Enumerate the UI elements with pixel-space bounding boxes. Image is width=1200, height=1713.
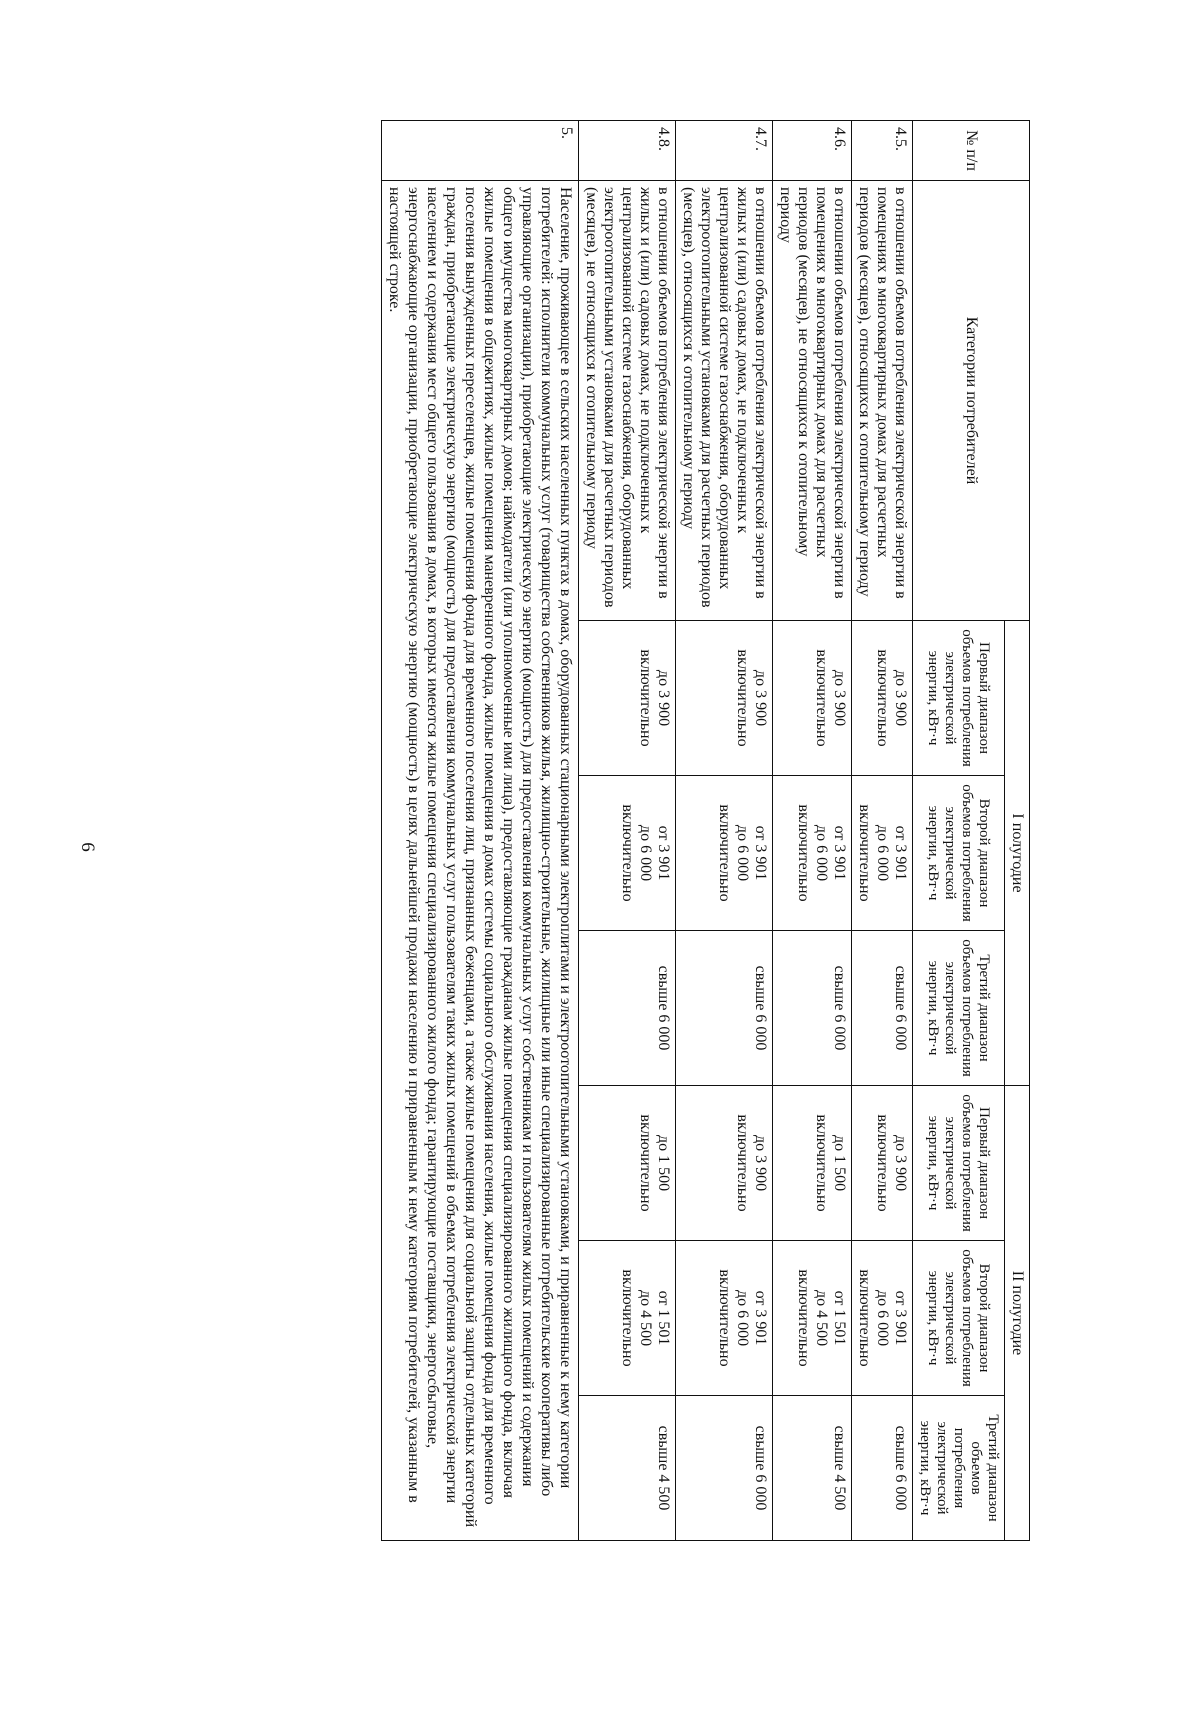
row-num: 4.6.	[773, 121, 852, 181]
col-header-num: № п/п	[913, 121, 1030, 181]
table-row	[579, 121, 676, 1541]
cell-h1-second: от 3 901 до 6 000 включительно	[579, 776, 676, 931]
row-num: 5.	[382, 121, 579, 181]
cell-h1-first: до 3 900 включительно	[579, 621, 676, 776]
row-category: в отношении объемов потребления электрической энергии в жилых и (или) садовых домах, не подключенных к централизованной системе газоснабжения, оборудованных электроотопительными установками для расчетных периодов (месяцев), относящихся к отопительному периоду	[676, 181, 773, 621]
header-row-1	[1005, 121, 1030, 1541]
cell-h1-first: до 3 900 включительно	[852, 621, 913, 776]
cell-h1-second: от 3 901 до 6 000 включительно	[773, 776, 852, 931]
cell-h1-third: свыше 6 000	[773, 931, 852, 1086]
col-header-half1: I полугодие	[1005, 621, 1030, 1086]
cell-h2-first: до 1 500 включительно	[579, 1086, 676, 1241]
row-num: 4.7.	[676, 121, 773, 181]
cell-h1-second: от 3 901 до 6 000 включительно	[676, 776, 773, 931]
table-row-population	[382, 121, 579, 1541]
table-row	[676, 121, 773, 1541]
cell-h2-second: от 1 501 до 4 500 включительно	[773, 1241, 852, 1396]
table-row	[773, 121, 852, 1541]
row-category: в отношении объемов потребления электрической энергии в помещениях в многоквартирных домах для расчетных периодов (месяцев), относящихся к отопительному периоду	[852, 181, 913, 621]
cell-h2-third: свыше 6 000	[676, 1396, 773, 1541]
rotated-table-container	[130, 120, 1030, 1540]
cell-h2-first: до 3 900 включительно	[852, 1086, 913, 1241]
cell-h1-third: свыше 6 000	[676, 931, 773, 1086]
cell-h2-second: от 1 501 до 4 500 включительно	[579, 1241, 676, 1396]
cell-h2-third: свыше 4 500	[773, 1396, 852, 1541]
cell-h2-second: от 3 901 до 6 000 включительно	[852, 1241, 913, 1396]
col-header-h1-first: Первый диапазон объемов потребления электрической энергии, кВт·ч	[913, 621, 1005, 776]
page-number: 6	[76, 842, 98, 852]
row-category: в отношении объемов потребления электрической энергии в жилых и (или) садовых домах, не подключенных к централизованной системе газоснабжения, оборудованных электроотопительными установками для расчетных периодов (месяцев), не относящихся к отопительному периоду	[579, 181, 676, 621]
cell-h2-first: до 3 900 включительно	[676, 1086, 773, 1241]
cell-h1-second: от 3 901 до 6 000 включительно	[852, 776, 913, 931]
row-category: в отношении объемов потребления электрической энергии в помещениях в многоквартирных домах для расчетных периодов (месяцев), не относящихся к отопительному периоду	[773, 181, 852, 621]
cell-h1-first: до 3 900 включительно	[676, 621, 773, 776]
col-header-half2: II полугодие	[1005, 1086, 1030, 1541]
table-row	[852, 121, 913, 1541]
col-header-h2-first: Первый диапазон объемов потребления электрической энергии, кВт·ч	[913, 1086, 1005, 1241]
cell-h2-second: от 3 901 до 6 000 включительно	[676, 1241, 773, 1396]
cell-h1-third: свыше 6 000	[579, 931, 676, 1086]
col-header-h1-third: Третий диапазон объемов потребления электрической энергии, кВт·ч	[913, 931, 1005, 1086]
col-header-h2-third: Третий диапазон объемов потребления электрической энергии, кВт·ч	[913, 1396, 1005, 1541]
cell-h2-third: свыше 6 000	[852, 1396, 913, 1541]
cell-h1-first: до 3 900 включительно	[773, 621, 852, 776]
cell-h2-first: до 1 500 включительно	[773, 1086, 852, 1241]
tariff-table	[381, 120, 1030, 1541]
row-num: 4.8.	[579, 121, 676, 181]
col-header-h1-second: Второй диапазон объемов потребления электрической энергии, кВт·ч	[913, 776, 1005, 931]
cell-h1-third: свыше 6 000	[852, 931, 913, 1086]
col-header-h2-second: Второй диапазон объемов потребления электрической энергии, кВт·ч	[913, 1241, 1005, 1396]
row-population-text: Население, проживающее в сельских населенных пунктах в домах, оборудованных стационарными электроплитами и электроотопительными установками, и приравненные к нему категории потребителей: исполнители коммунальных услуг (товарищества собственников жилья, жилищно-строительные, жилищные или иные специализированные потребительские кооперативы либо управляющие организации), приобретающие электрическую энергию (мощность) для предоставления коммунальных услуг собственникам и пользователям жилых помещений и содержания общего имущества многоквартирных домов; наймодатели (или уполномоченные ими лица), предоставляющие гражданам жилые помещения специализированного жилищного фонда, включая жилые помещения в общежитиях, жилые помещения маневренного фонда, жилые помещения в домах системы социального обслуживания населения, жилые помещения фонда для временного поселения вынужденных переселенцев, жилые помещения фонда для временного поселения лиц, признанных беженцами, а также жилые помещения для социальной защиты отдельных категорий граждан, приобретающие электрическую энергию (мощность) для предоставления коммунальных услуг пользователям таких жилых помещений в объемах потребления электрической энергии населением и содержания мест общего пользования в домах, в которых имеются жилые помещения специализированного жилого фонда; гарантирующие поставщики, энергосбытовые, энергоснабжающие организации, приобретающие электрическую энергию (мощность) в целях дальнейшей продажи населению и приравненным к нему категориям потребителей, указанным в настоящей строке.	[382, 181, 579, 1541]
cell-h2-third: свыше 4 500	[579, 1396, 676, 1541]
col-header-category: Категории потребителей	[913, 181, 1030, 621]
row-num: 4.5.	[852, 121, 913, 181]
